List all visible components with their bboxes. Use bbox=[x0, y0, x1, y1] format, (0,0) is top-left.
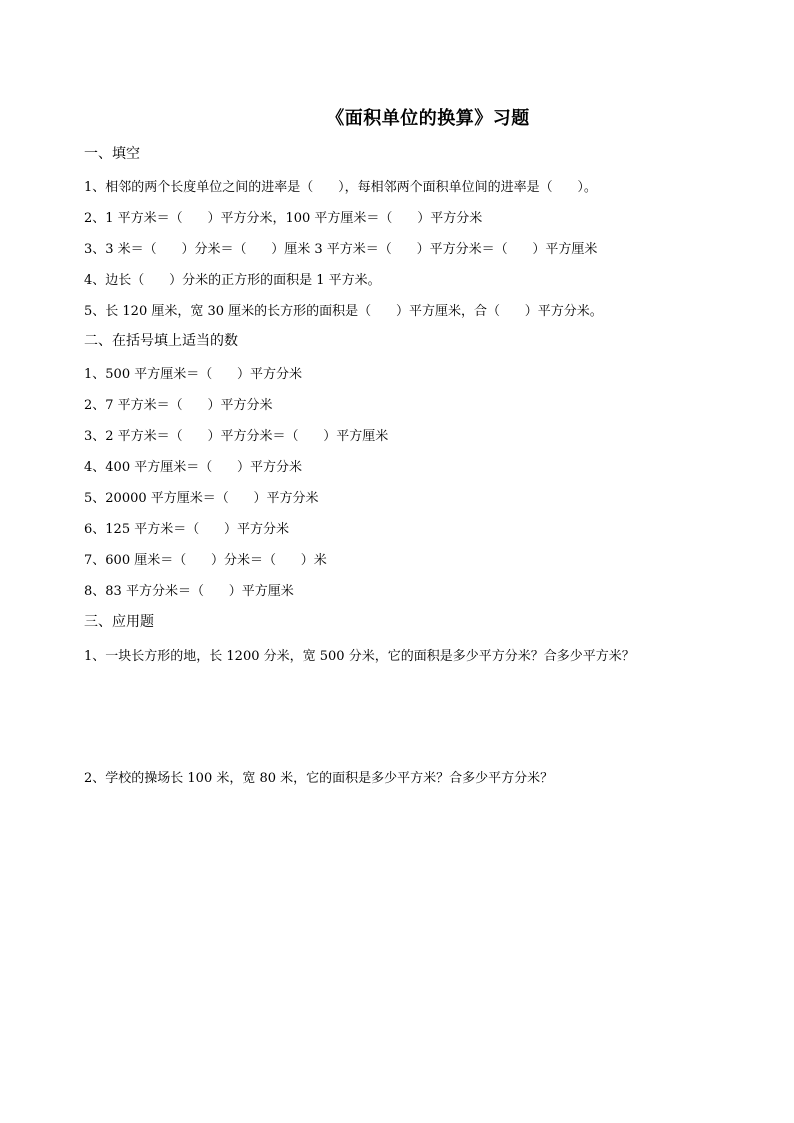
bracket-item-4: 4、400 平方厘米＝（ ）平方分米 bbox=[84, 460, 303, 475]
bracket-item-8: 8、83 平方分米＝（ ）平方厘米 bbox=[84, 584, 294, 599]
bracket-item-3: 3、2 平方米＝（ ）平方分米＝（ ）平方厘米 bbox=[84, 429, 389, 444]
fill-blank-item-2: 2、1 平方米＝（ ）平方分米，100 平方厘米＝（ ）平方分米 bbox=[84, 211, 483, 226]
page-title: 《面积单位的换算》习题 bbox=[326, 108, 530, 129]
bracket-item-1: 1、500 平方厘米＝（ ）平方分米 bbox=[84, 367, 303, 382]
section-heading-word-problems: 三、应用题 bbox=[84, 614, 154, 630]
word-problem-1: 1、一块长方形的地，长 1200 分米，宽 500 分米，它的面积是多少平方分米？合多少平方米？ bbox=[84, 649, 635, 664]
bracket-item-6: 6、125 平方米＝（ ）平方分米 bbox=[84, 522, 290, 537]
bracket-item-2: 2、7 平方米＝（ ）平方分米 bbox=[84, 398, 273, 413]
bracket-item-5: 5、20000 平方厘米＝（ ）平方分米 bbox=[84, 491, 319, 506]
fill-blank-item-5: 5、长 120 厘米，宽 30 厘米的长方形的面积是（ ）平方厘米，合（ ）平方分米。 bbox=[84, 304, 603, 319]
fill-blank-item-3: 3、3 米＝（ ）分米＝（ ）厘米 3 平方米＝（ ）平方分米＝（ ）平方厘米 bbox=[84, 242, 598, 257]
section-heading-fill-blank: 一、填空 bbox=[84, 146, 140, 162]
section-heading-brackets: 二、在括号填上适当的数 bbox=[84, 333, 238, 349]
fill-blank-item-4: 4、边长（ ）分米的正方形的面积是 1 平方米。 bbox=[84, 273, 381, 288]
bracket-item-7: 7、600 厘米＝（ ）分米＝（ ）米 bbox=[84, 553, 327, 568]
word-problem-2: 2、学校的操场长 100 米，宽 80 米，它的面积是多少平方米？合多少平方分米？ bbox=[84, 771, 554, 786]
fill-blank-item-1: 1、相邻的两个长度单位之间的进率是（ ），每相邻两个面积单位间的进率是（ ）。 bbox=[84, 180, 597, 195]
